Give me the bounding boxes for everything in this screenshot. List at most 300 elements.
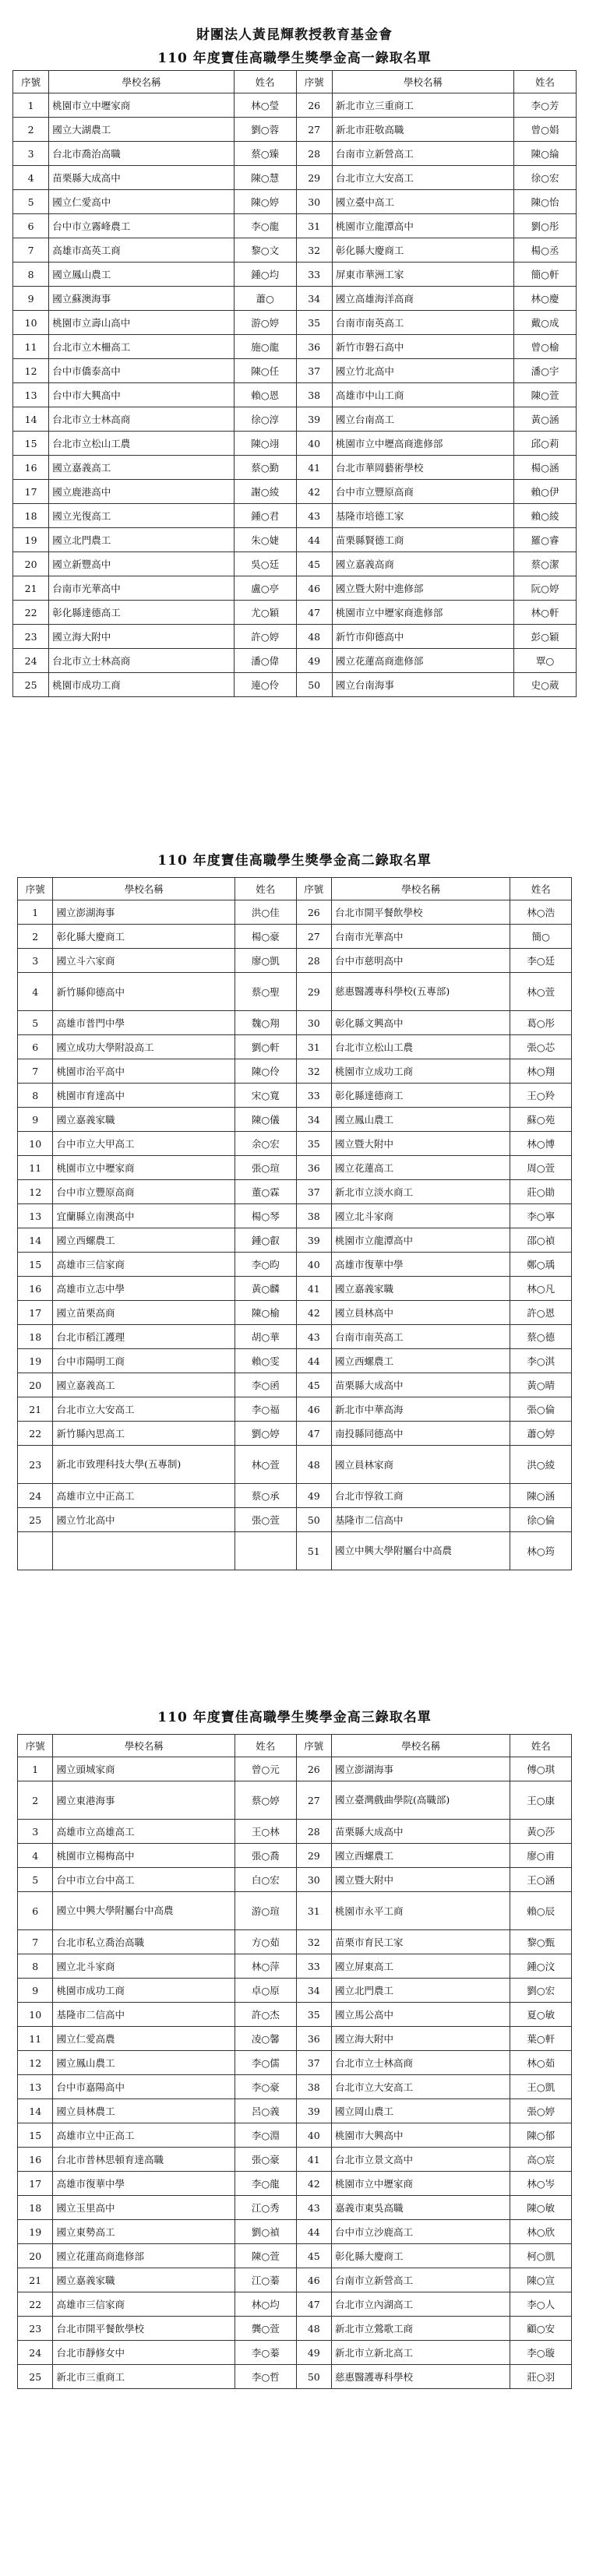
row-number: 39	[296, 2099, 331, 2123]
row-number: 31	[296, 214, 332, 238]
table-row	[13, 601, 577, 625]
row-number: 24	[13, 649, 49, 673]
student-name: 曾○元	[235, 1757, 297, 1781]
student-name: 許○婷	[234, 625, 296, 649]
row-number: 15	[13, 432, 49, 456]
school-name: 高雄市立高雄高工	[53, 1820, 235, 1844]
student-name: 曾○榆	[514, 335, 577, 359]
row-number: 34	[296, 1108, 331, 1132]
table-row	[18, 925, 572, 949]
student-name: 蔡○婷	[235, 1781, 297, 1820]
school-name: 台中市僑泰高中	[49, 359, 234, 383]
school-name: 國立台南海事	[332, 673, 513, 697]
school-name: 高雄市立中正高工	[53, 1484, 235, 1508]
school-name: 慈惠醫護專科學校(五專部)	[332, 973, 510, 1011]
school-name: 國立鳳山農工	[332, 1108, 510, 1132]
school-name: 國立北斗家商	[332, 1204, 510, 1228]
school-name: 國立暨大附中	[332, 1132, 510, 1156]
school-name: 台北市立松山工農	[332, 1035, 510, 1059]
row-number: 10	[13, 311, 49, 335]
row-number: 16	[18, 1277, 53, 1301]
table-row	[18, 1757, 572, 1781]
school-name: 國立東勢高工	[53, 2220, 235, 2244]
school-name: 國立嘉義高工	[49, 456, 234, 480]
student-name: 林○翔	[510, 1059, 572, 1084]
row-number: 46	[296, 1397, 331, 1422]
student-name: 張○喬	[235, 1844, 297, 1868]
table-row	[13, 263, 577, 287]
student-name: 張○婷	[510, 2099, 572, 2123]
col-header-name: 姓名	[235, 878, 297, 900]
col-header-no: 序號	[296, 71, 332, 93]
table-row	[18, 1059, 572, 1084]
row-number: 8	[18, 1084, 53, 1108]
school-name: 國立仁愛高中	[49, 190, 234, 214]
table-row	[13, 649, 577, 673]
student-name: 陳○萱	[514, 383, 577, 407]
table-row	[18, 1484, 572, 1508]
student-name: 王○涵	[510, 1868, 572, 1892]
school-name: 國立竹北高中	[332, 359, 513, 383]
school-name: 新竹市磐石高中	[332, 335, 513, 359]
row-number: 13	[18, 2075, 53, 2099]
row-number: 43	[296, 2196, 331, 2220]
school-name: 桃園市立中壢高商進修部	[332, 432, 513, 456]
student-name: 覃○	[514, 649, 577, 673]
school-name: 國立花蓮高商進修部	[53, 2244, 235, 2268]
school-name: 新北市致理科技大學(五專制)	[53, 1446, 235, 1484]
table-row	[13, 480, 577, 504]
col-header-school: 學校名稱	[332, 71, 513, 93]
col-header-no: 序號	[296, 878, 331, 900]
row-number: 13	[13, 383, 49, 407]
row-number: 35	[296, 311, 332, 335]
table-row	[13, 214, 577, 238]
school-name: 桃園市立龍潭高中	[332, 1228, 510, 1253]
student-name: 楊○琴	[235, 1204, 297, 1228]
school-name: 台北市立景文高中	[332, 2148, 510, 2172]
school-name: 桃園市立中壢家商	[49, 93, 234, 118]
school-name: 桃園市立龍潭高中	[332, 214, 513, 238]
table-row	[13, 456, 577, 480]
student-name: 鍾○汶	[510, 1954, 572, 1979]
col-header-name: 姓名	[234, 71, 296, 93]
row-number: 25	[18, 2365, 53, 2389]
student-name: 蕭○	[234, 287, 296, 311]
student-name: 鍾○君	[234, 504, 296, 528]
student-name: 李○芳	[514, 93, 577, 118]
school-name: 國立馬公高中	[332, 2003, 510, 2027]
school-name: 高雄市中山工商	[332, 383, 513, 407]
student-name: 陳○儀	[235, 1108, 297, 1132]
student-name: 林○岑	[510, 2172, 572, 2196]
student-name: 白○宏	[235, 1868, 297, 1892]
row-number: 29	[296, 166, 332, 190]
school-name: 國立嘉義高商	[332, 552, 513, 576]
school-name: 桃園市永平工商	[332, 1892, 510, 1930]
school-name: 桃園市成功工商	[53, 1979, 235, 2003]
student-name: 宋○寬	[235, 1084, 297, 1108]
student-name: 徐○宏	[514, 166, 577, 190]
student-name: 陳○慧	[234, 166, 296, 190]
school-name: 國立竹北高中	[53, 1508, 235, 1532]
table-row	[13, 407, 577, 432]
row-number: 26	[296, 93, 332, 118]
row-number: 14	[13, 407, 49, 432]
row-number: 23	[18, 2317, 53, 2341]
student-name: 陳○綸	[514, 142, 577, 166]
student-name: 林○凡	[510, 1277, 572, 1301]
school-name: 台北市立士林高商	[49, 407, 234, 432]
student-name: 蔡○臻	[234, 142, 296, 166]
student-name: 張○瑄	[235, 1156, 297, 1180]
row-number: 47	[296, 1422, 331, 1446]
row-number: 34	[296, 287, 332, 311]
table-header-row	[18, 1735, 572, 1757]
school-name: 高雄市高英工商	[49, 238, 234, 263]
row-number: 22	[13, 601, 49, 625]
school-name: 國立北斗家商	[53, 1954, 235, 1979]
col-header-name: 姓名	[514, 71, 577, 93]
row-number: 24	[18, 2341, 53, 2365]
student-name: 劉○宏	[510, 1979, 572, 2003]
row-number: 48	[296, 1446, 331, 1484]
row-number: 29	[296, 1844, 331, 1868]
school-name: 國立西螺農工	[332, 1349, 510, 1373]
school-name: 台北市立木柵高工	[49, 335, 234, 359]
school-name: 台中市慈明高中	[332, 949, 510, 973]
school-name: 新竹市仰德高中	[332, 625, 513, 649]
col-header-no: 序號	[13, 71, 49, 93]
table-header-row	[18, 878, 572, 900]
row-number: 9	[18, 1108, 53, 1132]
row-number: 32	[296, 238, 332, 263]
roster-table-grade3	[17, 1734, 572, 2389]
school-name: 國立北門農工	[332, 1979, 510, 2003]
section-title-grade3: 110 年度寶佳高職學生獎學金高三錄取名單	[157, 1710, 432, 1725]
school-name: 國立花蓮高工	[332, 1156, 510, 1180]
school-name: 南投縣同德高中	[332, 1422, 510, 1446]
school-name: 桃園市立壽山高中	[49, 311, 234, 335]
row-number: 31	[296, 1892, 331, 1930]
student-name: 賴○綾	[514, 504, 577, 528]
school-name: 高雄市復華中學	[332, 1253, 510, 1277]
student-name: 陳○榆	[235, 1301, 297, 1325]
row-number: 20	[18, 1373, 53, 1397]
student-name: 王○羚	[510, 1084, 572, 1108]
row-number: 6	[18, 1892, 53, 1930]
school-name: 國立中興大學附屬台中高農	[53, 1892, 235, 1930]
row-number: 11	[18, 2027, 53, 2051]
student-name	[235, 1532, 297, 1570]
student-name: 余○宏	[235, 1132, 297, 1156]
table-row	[13, 238, 577, 263]
table-row	[18, 1868, 572, 1892]
student-name: 張○豪	[235, 2148, 297, 2172]
row-number: 27	[296, 118, 332, 142]
row-number: 33	[296, 263, 332, 287]
school-name: 高雄市普門中學	[53, 1011, 235, 1035]
row-number: 40	[296, 1253, 331, 1277]
school-name: 高雄市三信家商	[53, 1253, 235, 1277]
row-number: 30	[296, 190, 332, 214]
student-name: 劉○蓉	[234, 118, 296, 142]
student-name: 陳○伶	[235, 1059, 297, 1084]
school-name: 國立澎湖海事	[332, 1757, 510, 1781]
col-header-school: 學校名稱	[53, 1735, 235, 1757]
school-name: 彰化縣達德高工	[49, 601, 234, 625]
row-number: 46	[296, 2268, 331, 2292]
student-name: 蔡○承	[235, 1484, 297, 1508]
school-name: 國立新豐高中	[49, 552, 234, 576]
school-name: 高雄市立中正高工	[53, 2123, 235, 2148]
student-name: 林○茹	[510, 2051, 572, 2075]
row-number: 42	[296, 480, 332, 504]
table-row	[18, 2075, 572, 2099]
row-number: 43	[296, 504, 332, 528]
row-number: 44	[296, 2220, 331, 2244]
table-row	[18, 1954, 572, 1979]
school-name: 國立屏東高工	[332, 1954, 510, 1979]
school-name: 國立嘉義家職	[53, 2268, 235, 2292]
student-name: 劉○婷	[235, 1422, 297, 1446]
school-name: 苗栗縣大成高中	[49, 166, 234, 190]
table-row	[18, 1180, 572, 1204]
school-name: 苗栗縣賢德工商	[332, 528, 513, 552]
school-name: 台北市立大安高工	[53, 1397, 235, 1422]
table-row	[13, 93, 577, 118]
row-number: 45	[296, 1373, 331, 1397]
row-number: 31	[296, 1035, 331, 1059]
school-name: 新北市立淡水商工	[332, 1180, 510, 1204]
student-name: 李○寧	[510, 1204, 572, 1228]
school-name: 國立嘉義家職	[332, 1277, 510, 1301]
student-name: 洪○佳	[235, 900, 297, 925]
row-number: 14	[18, 2099, 53, 2123]
school-name: 國立鹿港高中	[49, 480, 234, 504]
school-name: 國立岡山農工	[332, 2099, 510, 2123]
row-number: 41	[296, 456, 332, 480]
student-name: 林○均	[235, 2292, 297, 2317]
row-number: 16	[13, 456, 49, 480]
row-number: 7	[18, 1930, 53, 1954]
row-number: 37	[296, 1180, 331, 1204]
table-row	[18, 1156, 572, 1180]
student-name: 戴○成	[514, 311, 577, 335]
school-name: 國立鳳山農工	[53, 2051, 235, 2075]
col-header-name: 姓名	[510, 878, 572, 900]
table-row	[18, 1979, 572, 2003]
school-name: 桃園市大興高中	[332, 2123, 510, 2148]
table-row	[18, 2196, 572, 2220]
student-name: 陳○翊	[234, 432, 296, 456]
row-number: 18	[18, 1325, 53, 1349]
student-name: 劉○彤	[514, 214, 577, 238]
row-number: 42	[296, 1301, 331, 1325]
row-number: 49	[296, 649, 332, 673]
row-number: 20	[13, 552, 49, 576]
student-name: 林○筠	[510, 1532, 572, 1570]
row-number: 5	[18, 1011, 53, 1035]
student-name: 黃○涵	[514, 407, 577, 432]
school-name: 高雄市復華中學	[53, 2172, 235, 2196]
school-name: 國立臺中高工	[332, 190, 513, 214]
row-number: 4	[13, 166, 49, 190]
student-name: 魏○翔	[235, 1011, 297, 1035]
school-name: 台北市惇敘工商	[332, 1484, 510, 1508]
school-name: 新北市立新北高工	[332, 2341, 510, 2365]
school-name: 高雄市立志中學	[53, 1277, 235, 1301]
row-number: 28	[296, 142, 332, 166]
row-number: 1	[18, 900, 53, 925]
row-number: 47	[296, 601, 332, 625]
row-number: 39	[296, 1228, 331, 1253]
student-name: 張○倫	[510, 1397, 572, 1422]
row-number: 22	[18, 1422, 53, 1446]
row-number: 9	[13, 287, 49, 311]
table-row	[18, 1277, 572, 1301]
student-name: 高○宸	[510, 2148, 572, 2172]
row-number: 37	[296, 2051, 331, 2075]
row-number: 3	[18, 1820, 53, 1844]
school-name: 台北市立士林高商	[49, 649, 234, 673]
row-number: 25	[13, 673, 49, 697]
row-number: 38	[296, 383, 332, 407]
school-name: 國立蘇澳海事	[49, 287, 234, 311]
col-header-no: 序號	[296, 1735, 331, 1757]
student-name: 林○萍	[235, 1954, 297, 1979]
row-number: 40	[296, 2123, 331, 2148]
student-name: 陳○涵	[510, 1484, 572, 1508]
table-row	[18, 2027, 572, 2051]
school-name: 新北市立鶯歌工商	[332, 2317, 510, 2341]
row-number: 10	[18, 2003, 53, 2027]
school-name: 國立海大附中	[49, 625, 234, 649]
school-name: 彰化縣大慶商工	[332, 238, 513, 263]
school-name: 國立花蓮高商進修部	[332, 649, 513, 673]
student-name: 曾○娟	[514, 118, 577, 142]
school-name: 台南市立新營高工	[332, 142, 513, 166]
table-row	[13, 383, 577, 407]
school-name: 基隆市二信高中	[53, 2003, 235, 2027]
row-number: 45	[296, 552, 332, 576]
student-name: 莊○勛	[510, 1180, 572, 1204]
student-name: 黃○晴	[510, 1373, 572, 1397]
col-header-no: 序號	[18, 1735, 53, 1757]
school-name: 嘉義市東吳高職	[332, 2196, 510, 2220]
student-name: 方○茹	[235, 1930, 297, 1954]
table-row	[18, 973, 572, 1011]
row-number: 9	[18, 1979, 53, 2003]
table-row	[18, 2172, 572, 2196]
student-name: 黎○甄	[510, 1930, 572, 1954]
row-number: 38	[296, 1204, 331, 1228]
table-row	[13, 673, 577, 697]
row-number: 7	[13, 238, 49, 263]
row-number: 28	[296, 949, 331, 973]
row-number: 12	[18, 1180, 53, 1204]
row-number: 27	[296, 925, 331, 949]
student-name: 簡○軒	[514, 263, 577, 287]
row-number: 42	[296, 2172, 331, 2196]
school-name: 國立員林家商	[332, 1446, 510, 1484]
student-name: 莊○羽	[510, 2365, 572, 2389]
student-name: 施○龍	[234, 335, 296, 359]
row-number: 20	[18, 2244, 53, 2268]
table-row	[13, 625, 577, 649]
school-name: 彰化縣大慶商工	[332, 2244, 510, 2268]
table-row	[13, 576, 577, 601]
school-name: 桃園市立成功工商	[332, 1059, 510, 1084]
school-name: 台北市開平餐飲學校	[332, 900, 510, 925]
student-name: 傅○琪	[510, 1757, 572, 1781]
student-name: 林○軒	[514, 601, 577, 625]
student-name: 游○瑄	[235, 1892, 297, 1930]
table-row	[13, 552, 577, 576]
school-name: 國立中興大學附屬台中高農	[332, 1532, 510, 1570]
row-number: 39	[296, 407, 332, 432]
school-name: 國立光復高工	[49, 504, 234, 528]
school-name: 國立海大附中	[332, 2027, 510, 2051]
student-name: 吳○廷	[234, 552, 296, 576]
col-header-school: 學校名稱	[53, 878, 235, 900]
student-name: 李○哲	[235, 2365, 297, 2389]
student-name: 徐○淳	[234, 407, 296, 432]
school-name: 新竹縣仰德高中	[53, 973, 235, 1011]
row-number: 14	[18, 1228, 53, 1253]
student-name: 李○豪	[235, 2075, 297, 2099]
school-name: 台北市立松山工農	[49, 432, 234, 456]
school-name: 台北市普林思頓育達高職	[53, 2148, 235, 2172]
table-row	[18, 1844, 572, 1868]
student-name: 史○葳	[514, 673, 577, 697]
student-name: 朱○婕	[234, 528, 296, 552]
school-name: 國立高雄海洋高商	[332, 287, 513, 311]
row-number: 49	[296, 2341, 331, 2365]
row-number: 17	[18, 1301, 53, 1325]
foundation-title: 財團法人黃昆輝教授教育基金會	[196, 27, 393, 43]
student-name: 董○霖	[235, 1180, 297, 1204]
row-number: 35	[296, 1132, 331, 1156]
table-row	[18, 949, 572, 973]
row-number: 48	[296, 625, 332, 649]
student-name: 王○林	[235, 1820, 297, 1844]
row-number: 15	[18, 2123, 53, 2148]
school-name: 宜蘭縣立南澳高中	[53, 1204, 235, 1228]
row-number: 36	[296, 335, 332, 359]
student-name: 李○淇	[510, 1349, 572, 1373]
school-name: 桃園市立中壢家商	[332, 2172, 510, 2196]
student-name: 陳○怡	[514, 190, 577, 214]
row-number: 25	[18, 1508, 53, 1532]
row-number: 21	[13, 576, 49, 601]
school-name: 苗栗市育民工家	[332, 1930, 510, 1954]
student-name: 江○秀	[235, 2196, 297, 2220]
row-number: 18	[18, 2196, 53, 2220]
school-name: 台中市立台中高工	[53, 1868, 235, 1892]
row-number: 1	[18, 1757, 53, 1781]
student-name: 李○函	[235, 1373, 297, 1397]
school-name: 國立北門農工	[49, 528, 234, 552]
school-name: 桃園市成功工商	[49, 673, 234, 697]
row-number: 36	[296, 1156, 331, 1180]
school-name: 國立員林農工	[53, 2099, 235, 2123]
student-name: 林○瑩	[234, 93, 296, 118]
student-name: 鍾○叡	[235, 1228, 297, 1253]
student-name: 廖○凱	[235, 949, 297, 973]
row-number: 11	[13, 335, 49, 359]
school-name: 國立東港海事	[53, 1781, 235, 1820]
